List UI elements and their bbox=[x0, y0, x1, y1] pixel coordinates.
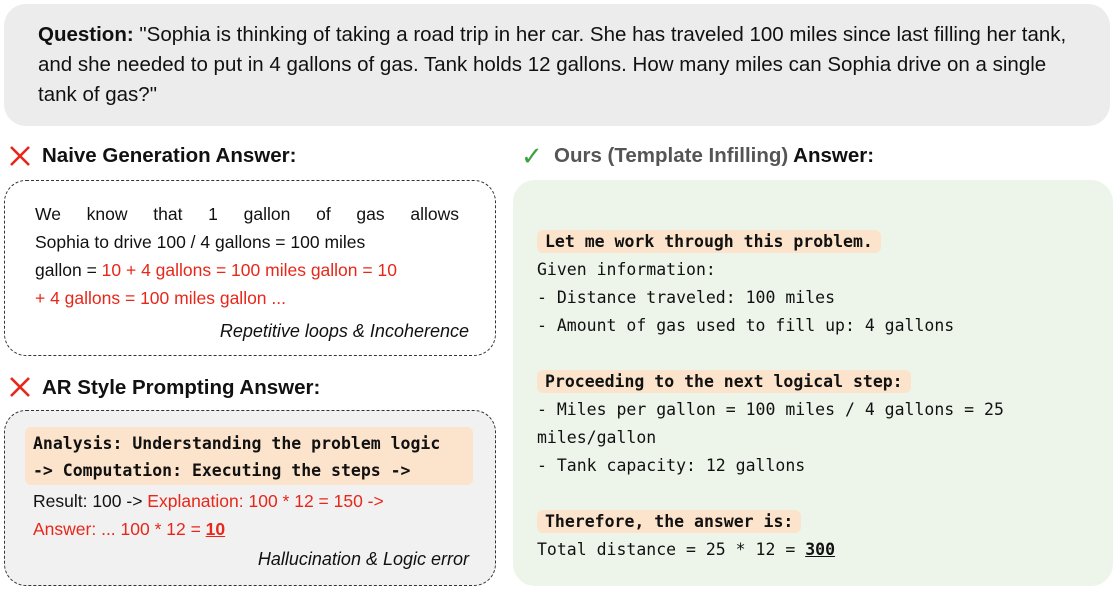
naive-answer-box bbox=[4, 180, 496, 356]
ours-line-2: - Distance traveled: 100 miles bbox=[537, 288, 836, 307]
ours-line-1: Given information: bbox=[537, 260, 716, 279]
naive-title: Naive Generation Answer: bbox=[42, 144, 297, 167]
checkmark-icon: ✓ bbox=[521, 141, 543, 171]
naive-line-4: + 4 gallons = 100 miles gallon ... bbox=[35, 288, 286, 308]
ours-highlight-3: Therefore, the answer is: bbox=[537, 510, 801, 533]
ours-highlight-1: Let me work through this problem. bbox=[537, 230, 881, 253]
ar-caption: Hallucination & Logic error bbox=[257, 549, 469, 569]
ar-highlight-block bbox=[25, 427, 473, 485]
ours-highlight-2: Proceeding to the next logical step: bbox=[537, 370, 911, 393]
ar-highlight-line-2: -> Computation: Executing the steps -> bbox=[33, 461, 411, 480]
ours-line-4: - Miles per gallon = 100 miles / 4 gallons = 25 miles/gallon bbox=[537, 400, 1004, 447]
naive-line-2: Sophia to drive 100 / 4 gallons = 100 miles bbox=[35, 232, 366, 252]
naive-line-1: We know that 1 gallon of gas allows bbox=[35, 204, 459, 224]
ar-title: AR Style Prompting Answer: bbox=[42, 376, 321, 399]
question-box bbox=[4, 4, 1110, 126]
ours-correct-answer: 300 bbox=[805, 540, 836, 559]
ar-wrong-answer: 10 bbox=[205, 519, 226, 539]
question-label: Question: bbox=[38, 23, 134, 46]
ours-line-5: - Tank capacity: 12 gallons bbox=[537, 456, 806, 475]
ours-title: Ours (Template Infilling) Answer: bbox=[554, 144, 875, 167]
naive-caption: Repetitive loops & Incoherence bbox=[219, 321, 469, 341]
ar-highlight-line-1: Analysis: Understanding the problem logic bbox=[33, 434, 441, 453]
cross-icon bbox=[8, 375, 32, 399]
ours-answer-box bbox=[513, 180, 1113, 586]
question-text: "Sophia is thinking of taking a road trip in her car. She has traveled 100 miles since last filling her tank, and she needed to put in 4 gallons of gas. Tank holds 12 gallons. How many miles can Sophia drive on a single tank of gas?" bbox=[38, 23, 1067, 106]
ar-line-3: Result: 100 -> Explanation: 100 * 12 = 150 -> bbox=[33, 491, 384, 511]
ours-line-6: Total distance = 25 * 12 = 300 bbox=[537, 540, 836, 559]
ar-line-4: Answer: ... 100 * 12 = 10 bbox=[33, 519, 226, 539]
ours-line-3: - Amount of gas used to fill up: 4 gallons bbox=[537, 316, 955, 335]
naive-line-3: gallon = 10 + 4 gallons = 100 miles gallon = 10 bbox=[35, 260, 397, 280]
cross-icon bbox=[8, 144, 32, 168]
ar-answer-box bbox=[4, 410, 496, 586]
